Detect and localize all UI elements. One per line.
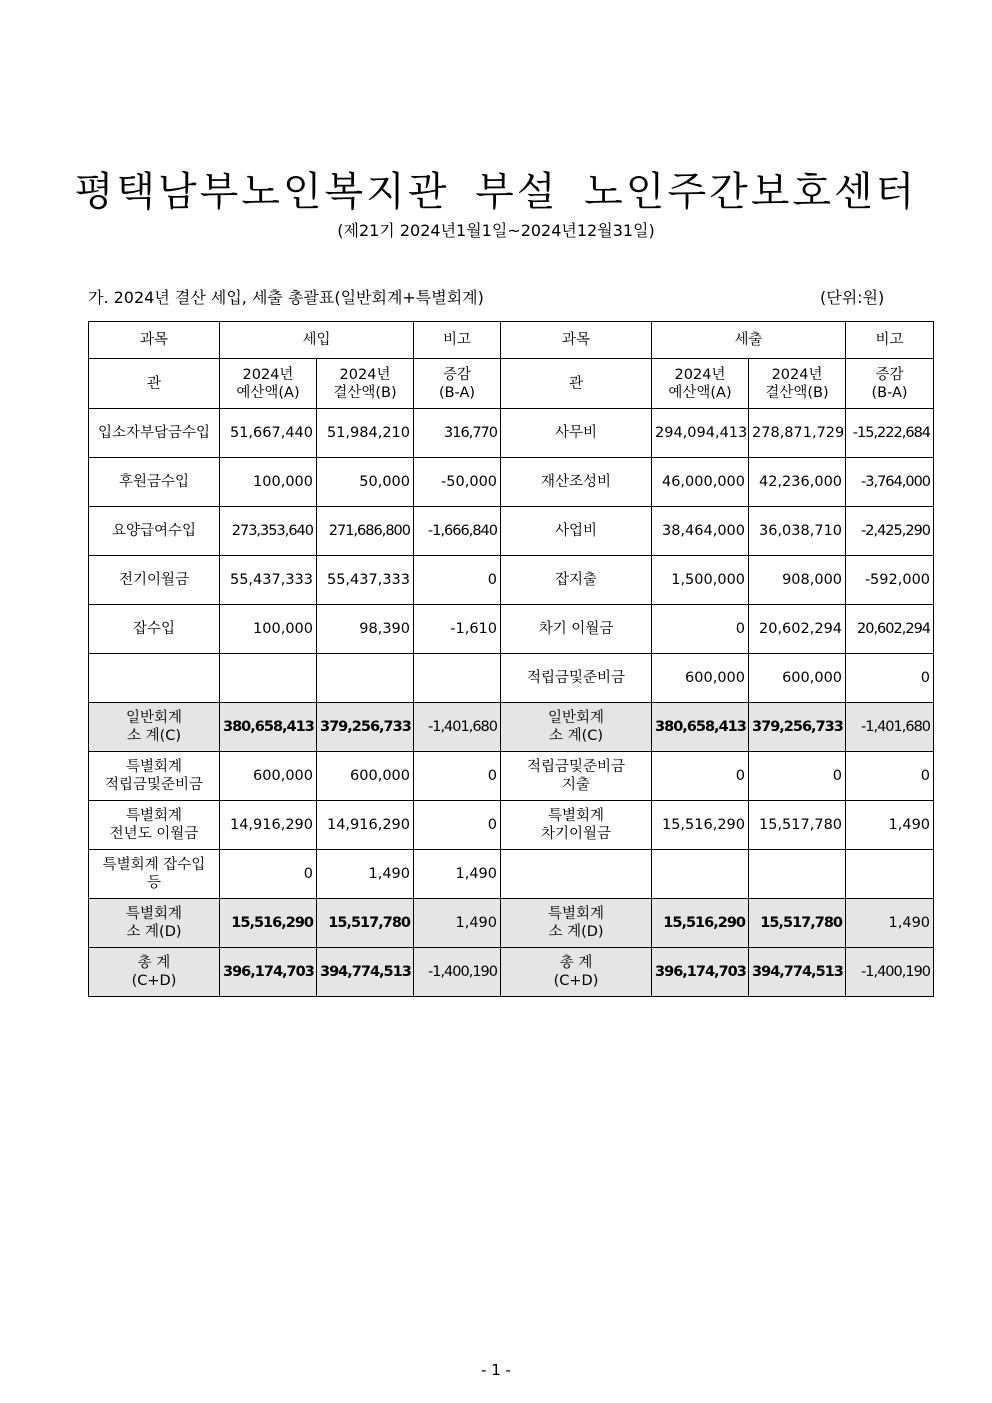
revenue-budget: 51,667,440 [220,409,317,458]
table-row [89,507,934,556]
header-revenue: 세입 [220,322,414,359]
header-budget [220,359,317,409]
revenue-diff: 0 [414,752,501,801]
label-line-2: 등 [146,875,161,891]
expenditure-budget: 0 [652,752,749,801]
revenue-diff: 1,490 [414,899,501,948]
revenue-total-label [89,948,220,997]
expenditure-settle: 42,236,000 [749,458,846,507]
revenue-budget: 0 [220,850,317,899]
expenditure-budget: 1,500,000 [652,556,749,605]
revenue-settle: 51,984,210 [317,409,414,458]
revenue-budget: 273,353,640 [220,507,317,556]
revenue-settle: 1,490 [317,850,414,899]
label-line-1: 일반회계 [125,710,183,726]
expenditure-settle: 15,517,780 [749,899,846,948]
expenditure-item-name: 사무비 [501,409,652,458]
expenditure-settle: 278,871,729 [749,409,846,458]
header-budget-year: 2024년 [242,366,294,383]
label-line-1: 특별회계 [548,906,605,922]
label-line-2: 소 계(D) [126,924,182,940]
header-subject: 과목 [89,322,220,359]
revenue-settle: 15,517,780 [317,899,414,948]
expenditure-diff: 0 [846,752,934,801]
expenditure-item-name: 적립금및준비금 [501,654,652,703]
revenue-diff: 1,490 [414,850,501,899]
page-number: - 1 - [481,1361,511,1379]
revenue-item-name [89,801,220,850]
expenditure-diff [846,850,934,899]
revenue-item-name [89,752,220,801]
revenue-settle: 379,256,733 [317,703,414,752]
expenditure-budget: 15,516,290 [652,801,749,850]
label-line-1: 총 계 [559,955,593,971]
label-line-2: (C+D) [553,973,599,989]
revenue-settle: 14,916,290 [317,801,414,850]
header-budget-year: 2024년 [674,366,726,383]
header-diff [414,359,501,409]
expenditure-settle: 908,000 [749,556,846,605]
revenue-item-name: 후원금수입 [89,458,220,507]
header-settle-label: 결산액(B) [333,384,397,401]
expenditure-item-name: 재산조성비 [501,458,652,507]
table-row [89,556,934,605]
label-line-1: 특별회계 [125,759,183,775]
expenditure-settle: 0 [749,752,846,801]
table-row [89,752,934,801]
expenditure-item-name [501,850,652,899]
expenditure-item-name: 잡지출 [501,556,652,605]
revenue-settle: 271,686,800 [317,507,414,556]
revenue-settle: 98,390 [317,605,414,654]
grand-total-row [89,948,934,997]
settlement-summary-table [88,321,934,997]
expenditure-item-name [501,801,652,850]
expenditure-budget: 46,000,000 [652,458,749,507]
revenue-settle [317,654,414,703]
revenue-diff: -1,610 [414,605,501,654]
table-row [89,605,934,654]
revenue-diff: -50,000 [414,458,501,507]
special-subtotal-row [89,899,934,948]
revenue-settle: 55,437,333 [317,556,414,605]
revenue-diff: 0 [414,801,501,850]
expenditure-diff: 20,602,294 [846,605,934,654]
header-settle [317,359,414,409]
header-settle [749,359,846,409]
expenditure-subtotal-label [501,703,652,752]
label-line-1: 특별회계 [548,808,605,824]
revenue-budget: 396,174,703 [220,948,317,997]
revenue-diff: -1,666,840 [414,507,501,556]
revenue-budget: 380,658,413 [220,703,317,752]
revenue-item-name: 잡수입 [89,605,220,654]
revenue-subtotal-label [89,899,220,948]
label-line-1: 적립금및준비금 [526,759,626,775]
revenue-diff: -1,400,190 [414,948,501,997]
expenditure-diff: -1,400,190 [846,948,934,997]
expenditure-diff: 0 [846,654,934,703]
unit-label: (단위:원) [820,288,885,307]
expenditure-settle: 36,038,710 [749,507,846,556]
expenditure-budget: 294,094,413 [652,409,749,458]
expenditure-diff: -592,000 [846,556,934,605]
label-line-1: 특별회계 [125,808,183,824]
label-line-2: 소 계(D) [548,924,604,940]
revenue-budget: 14,916,290 [220,801,317,850]
label-line-2: 전년도 이월금 [109,826,199,842]
revenue-budget: 15,516,290 [220,899,317,948]
label-line-2: 소 계(C) [126,728,182,744]
header-remark: 비고 [414,322,501,359]
header-diff [846,359,934,409]
revenue-item-name [89,850,220,899]
revenue-subtotal-label [89,703,220,752]
revenue-diff: 316,770 [414,409,501,458]
revenue-budget: 100,000 [220,458,317,507]
label-line-2: 차기이월금 [540,826,612,842]
label-line-2: 지출 [562,777,591,793]
revenue-diff: -1,401,680 [414,703,501,752]
expenditure-item-name: 사업비 [501,507,652,556]
header-expenditure: 세출 [652,322,846,359]
header-budget-label: 예산액(A) [668,384,732,401]
expenditure-budget: 0 [652,605,749,654]
expenditure-diff: -15,222,684 [846,409,934,458]
revenue-diff [414,654,501,703]
expenditure-budget: 380,658,413 [652,703,749,752]
expenditure-total-label [501,948,652,997]
header-diff-label: 증감 [443,366,472,383]
header-diff-label: 증감 [875,366,904,383]
label-line-2: 소 계(C) [548,728,604,744]
revenue-settle: 394,774,513 [317,948,414,997]
header-kwan: 관 [501,359,652,409]
expenditure-diff: -2,425,290 [846,507,934,556]
header-row-2 [89,359,934,409]
revenue-item-name: 입소자부담금수입 [89,409,220,458]
expenditure-budget: 396,174,703 [652,948,749,997]
revenue-item-name: 전기이월금 [89,556,220,605]
table-row [89,801,934,850]
header-diff-formula: (B-A) [871,384,908,401]
revenue-settle: 600,000 [317,752,414,801]
revenue-budget: 55,437,333 [220,556,317,605]
document-title: 평택남부노인복지관 부설 노인주간보호센터 [74,169,918,215]
revenue-settle: 50,000 [317,458,414,507]
table-caption: 가. 2024년 결산 세입, 세출 총괄표(일반회계+특별회계) [88,288,484,307]
expenditure-diff: 1,490 [846,899,934,948]
table-row [89,850,934,899]
header-budget [652,359,749,409]
header-settle-year: 2024년 [339,366,391,383]
revenue-budget: 100,000 [220,605,317,654]
expenditure-diff: -3,764,000 [846,458,934,507]
label-line-1: 총 계 [137,955,171,971]
general-subtotal-row [89,703,934,752]
expenditure-settle [749,850,846,899]
revenue-item-name: 요양급여수입 [89,507,220,556]
expenditure-budget [652,850,749,899]
table-row [89,458,934,507]
revenue-budget: 600,000 [220,752,317,801]
header-remark: 비고 [846,322,934,359]
header-budget-label: 예산액(A) [236,384,300,401]
expenditure-settle: 20,602,294 [749,605,846,654]
expenditure-settle: 394,774,513 [749,948,846,997]
header-settle-year: 2024년 [771,366,823,383]
header-subject: 과목 [501,322,652,359]
fiscal-period: (제21기 2024년1월1일~2024년12월31일) [337,221,655,240]
header-kwan: 관 [89,359,220,409]
header-settle-label: 결산액(B) [765,384,829,401]
header-diff-formula: (B-A) [438,384,476,401]
header-row-1 [89,322,934,359]
table-row [89,654,934,703]
expenditure-budget: 38,464,000 [652,507,749,556]
expenditure-settle: 379,256,733 [749,703,846,752]
expenditure-item-name [501,752,652,801]
expenditure-budget: 600,000 [652,654,749,703]
expenditure-diff: -1,401,680 [846,703,934,752]
expenditure-settle: 600,000 [749,654,846,703]
expenditure-subtotal-label [501,899,652,948]
expenditure-settle: 15,517,780 [749,801,846,850]
label-line-1: 특별회계 잡수입 [102,857,206,873]
label-line-1: 일반회계 [548,710,605,726]
expenditure-budget: 15,516,290 [652,899,749,948]
table-row [89,409,934,458]
label-line-1: 특별회계 [125,906,183,922]
revenue-item-name [89,654,220,703]
revenue-budget [220,654,317,703]
label-line-2: (C+D) [131,973,177,989]
label-line-2: 적립금및준비금 [104,777,204,793]
revenue-diff: 0 [414,556,501,605]
expenditure-item-name: 차기 이월금 [501,605,652,654]
expenditure-diff: 1,490 [846,801,934,850]
